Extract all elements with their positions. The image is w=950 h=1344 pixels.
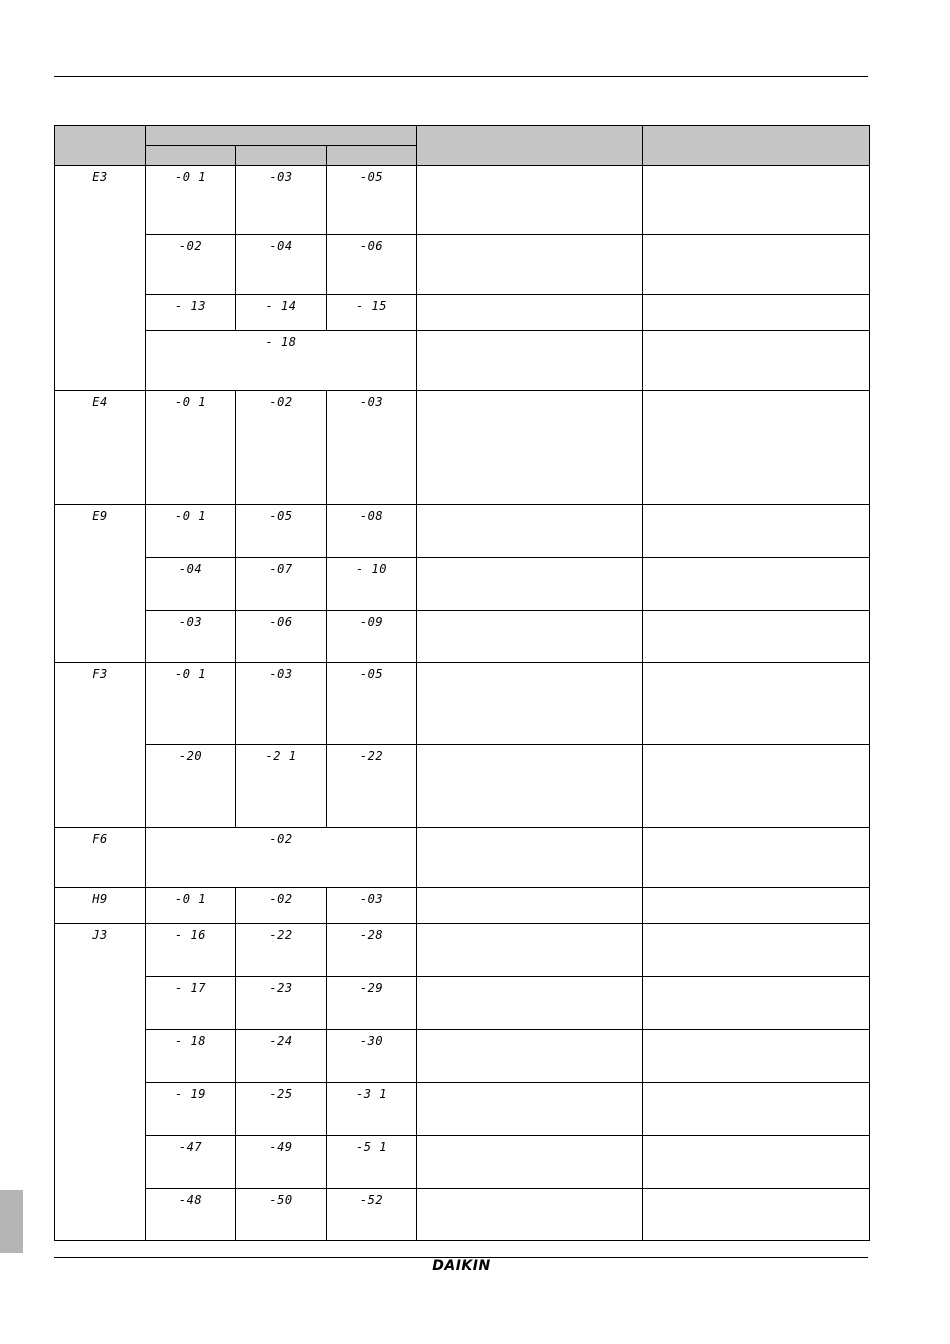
header-main-code bbox=[55, 126, 146, 166]
sub-code-cell: - 17 bbox=[146, 977, 236, 1030]
sub-code-cell: -0 1 bbox=[146, 505, 236, 558]
sub-code-cell: - 10 bbox=[327, 558, 417, 611]
sub-code-cell: - 14 bbox=[236, 295, 327, 331]
sub-code-cell: -03 bbox=[236, 166, 327, 235]
table-row bbox=[55, 235, 870, 295]
table-row bbox=[55, 745, 870, 828]
table-row bbox=[55, 888, 870, 924]
sub-code-cell: -50 bbox=[236, 1189, 327, 1241]
sub-code-cell: -3 1 bbox=[327, 1083, 417, 1136]
table-row bbox=[55, 1030, 870, 1083]
table-row bbox=[55, 663, 870, 745]
sub-code-cell: -04 bbox=[236, 235, 327, 295]
solution-cell bbox=[643, 391, 870, 505]
table-row bbox=[55, 977, 870, 1030]
header-rule bbox=[54, 76, 868, 77]
sub-code-cell: -47 bbox=[146, 1136, 236, 1189]
sub-code-cell: -03 bbox=[146, 611, 236, 663]
sub-code-cell: - 18 bbox=[146, 1030, 236, 1083]
table-row bbox=[55, 505, 870, 558]
description-cell bbox=[417, 745, 643, 828]
solution-cell bbox=[643, 235, 870, 295]
sub-code-cell: -22 bbox=[327, 745, 417, 828]
sub-code-cell: -02 bbox=[236, 888, 327, 924]
sub-code-cell-merged: - 18 bbox=[146, 331, 417, 391]
sub-code-cell: -24 bbox=[236, 1030, 327, 1083]
sub-code-cell: -29 bbox=[327, 977, 417, 1030]
sub-code-cell: -0 1 bbox=[146, 391, 236, 505]
description-cell bbox=[417, 391, 643, 505]
solution-cell bbox=[643, 1030, 870, 1083]
sub-code-cell: -0 1 bbox=[146, 166, 236, 235]
sub-code-cell: -04 bbox=[146, 558, 236, 611]
sub-code-cell-merged: -02 bbox=[146, 828, 417, 888]
sub-code-cell: -07 bbox=[236, 558, 327, 611]
main-code-cell: E3 bbox=[55, 166, 146, 391]
description-cell bbox=[417, 1136, 643, 1189]
header-sub-col-2 bbox=[236, 146, 327, 166]
sub-code-cell: - 19 bbox=[146, 1083, 236, 1136]
sub-code-cell: -2 1 bbox=[236, 745, 327, 828]
sub-code-cell: -06 bbox=[236, 611, 327, 663]
description-cell bbox=[417, 663, 643, 745]
solution-cell bbox=[643, 295, 870, 331]
sub-code-cell: -0 1 bbox=[146, 888, 236, 924]
sub-code-cell: -09 bbox=[327, 611, 417, 663]
table-row bbox=[55, 558, 870, 611]
table-row bbox=[55, 611, 870, 663]
daikin-logo: DAIKIN bbox=[432, 1258, 491, 1274]
header-description bbox=[417, 126, 643, 166]
table-row bbox=[55, 295, 870, 331]
description-cell bbox=[417, 295, 643, 331]
description-cell bbox=[417, 505, 643, 558]
sub-code-cell: -05 bbox=[327, 166, 417, 235]
table-row bbox=[55, 1189, 870, 1241]
description-cell bbox=[417, 828, 643, 888]
sub-code-cell: -23 bbox=[236, 977, 327, 1030]
description-cell bbox=[417, 1189, 643, 1241]
table-row bbox=[55, 1083, 870, 1136]
sub-code-cell: - 15 bbox=[327, 295, 417, 331]
description-cell bbox=[417, 924, 643, 977]
main-code-cell: H9 bbox=[55, 888, 146, 924]
sub-code-cell: -48 bbox=[146, 1189, 236, 1241]
solution-cell bbox=[643, 828, 870, 888]
solution-cell bbox=[643, 1189, 870, 1241]
sub-code-cell: -20 bbox=[146, 745, 236, 828]
description-cell bbox=[417, 166, 643, 235]
sub-code-cell: - 13 bbox=[146, 295, 236, 331]
solution-cell bbox=[643, 888, 870, 924]
solution-cell bbox=[643, 166, 870, 235]
table-row bbox=[55, 391, 870, 505]
main-code-cell: F6 bbox=[55, 828, 146, 888]
description-cell bbox=[417, 611, 643, 663]
header-sub-col-3 bbox=[327, 146, 417, 166]
table-row bbox=[55, 331, 870, 391]
header-sub-col-1 bbox=[146, 146, 236, 166]
sub-code-cell: -03 bbox=[327, 888, 417, 924]
solution-cell bbox=[643, 1136, 870, 1189]
sub-code-cell: -22 bbox=[236, 924, 327, 977]
solution-cell bbox=[643, 663, 870, 745]
sub-code-cell: -08 bbox=[327, 505, 417, 558]
sub-code-cell: -52 bbox=[327, 1189, 417, 1241]
description-cell bbox=[417, 235, 643, 295]
sub-code-cell: -02 bbox=[146, 235, 236, 295]
solution-cell bbox=[643, 924, 870, 977]
sub-code-cell: -02 bbox=[236, 391, 327, 505]
description-cell bbox=[417, 977, 643, 1030]
sub-code-cell: -30 bbox=[327, 1030, 417, 1083]
header-solution bbox=[643, 126, 870, 166]
sub-code-cell: -0 1 bbox=[146, 663, 236, 745]
solution-cell bbox=[643, 977, 870, 1030]
sub-code-cell: -06 bbox=[327, 235, 417, 295]
sub-code-cell: - 16 bbox=[146, 924, 236, 977]
description-cell bbox=[417, 558, 643, 611]
solution-cell bbox=[643, 745, 870, 828]
sub-code-cell: -05 bbox=[327, 663, 417, 745]
sub-code-cell: -28 bbox=[327, 924, 417, 977]
sub-code-cell: -05 bbox=[236, 505, 327, 558]
solution-cell bbox=[643, 611, 870, 663]
solution-cell bbox=[643, 558, 870, 611]
table-row bbox=[55, 1136, 870, 1189]
solution-cell bbox=[643, 331, 870, 391]
error-code-table bbox=[54, 125, 870, 1241]
table-row bbox=[55, 924, 870, 977]
solution-cell bbox=[643, 1083, 870, 1136]
main-code-cell: J3 bbox=[55, 924, 146, 1241]
sub-code-cell: -25 bbox=[236, 1083, 327, 1136]
main-code-cell: E4 bbox=[55, 391, 146, 505]
table-row bbox=[55, 166, 870, 235]
sub-code-cell: -49 bbox=[236, 1136, 327, 1189]
description-cell bbox=[417, 331, 643, 391]
page-side-tab bbox=[0, 1190, 23, 1253]
sub-code-cell: -03 bbox=[236, 663, 327, 745]
solution-cell bbox=[643, 505, 870, 558]
description-cell bbox=[417, 1083, 643, 1136]
table-row bbox=[55, 828, 870, 888]
main-code-cell: E9 bbox=[55, 505, 146, 663]
sub-code-cell: -5 1 bbox=[327, 1136, 417, 1189]
sub-code-cell: -03 bbox=[327, 391, 417, 505]
description-cell bbox=[417, 888, 643, 924]
main-code-cell: F3 bbox=[55, 663, 146, 828]
header-sub-code bbox=[146, 126, 417, 146]
description-cell bbox=[417, 1030, 643, 1083]
